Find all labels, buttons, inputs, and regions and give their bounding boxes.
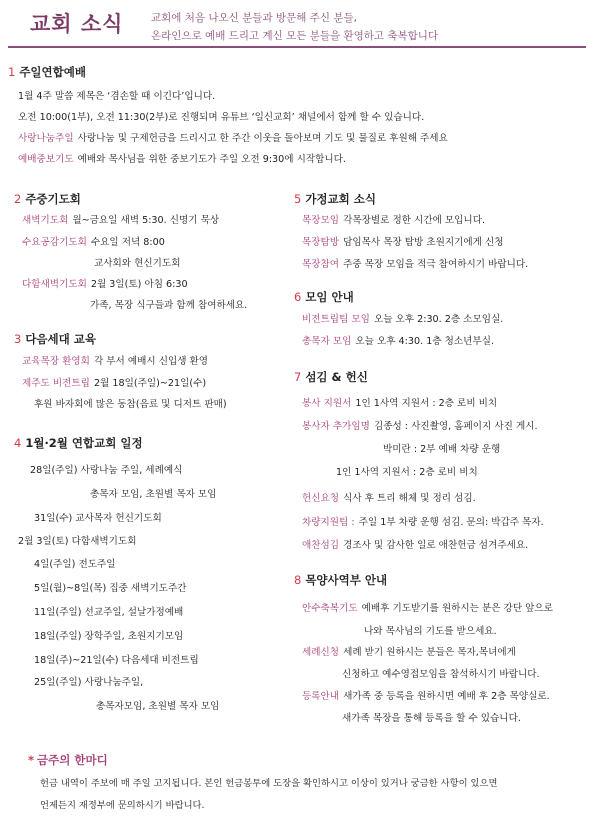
schedule-row: 4일(주일) 전도주일 xyxy=(34,559,116,570)
section-5-line-1 xyxy=(302,212,485,226)
item-text: 담임목사 목장 탐방 초원지기에게 신청 xyxy=(343,237,504,248)
footer-line-2: 언제든지 재정부에 문의하시기 바랍니다. xyxy=(40,800,205,811)
section-3-line-2 xyxy=(22,375,206,389)
header-divider xyxy=(8,46,586,48)
item-text: 1인 1사역 지원서 : 2층 로비 비치 xyxy=(355,398,498,409)
section-number: 3 xyxy=(14,332,22,346)
section-2-line-1 xyxy=(22,212,219,226)
section-3-heading xyxy=(14,331,96,347)
section-7-line-2 xyxy=(302,418,538,432)
item-label: 봉사자 추가임명 xyxy=(302,421,370,432)
section-7-line-5 xyxy=(302,490,476,504)
section-title: 1월·2월 연합교회 일정 xyxy=(25,436,143,450)
section-1-line-4 xyxy=(18,151,346,165)
item-text: 주중 목장 모임을 적극 참여하시기 바랍니다. xyxy=(343,259,529,270)
subtitle-line-1: 교회에 처음 나오신 분들과 방문해 주신 분들, xyxy=(151,12,357,24)
section-7-heading xyxy=(294,369,368,385)
item-text: 각목장별로 정한 시간에 모입니다. xyxy=(343,215,486,226)
section-number: 1 xyxy=(8,65,16,79)
section-7-line-3: 박미란 : 2부 예배 차량 운행 xyxy=(383,444,501,455)
item-label: 목장참여 xyxy=(302,259,340,270)
section-title: 주중기도회 xyxy=(25,192,81,206)
item-text: 사랑나눔 및 구제헌금을 드리시고 한 주간 이웃을 돌아보며 기도 및 물질로 후원해 주세요 xyxy=(77,133,448,144)
item-label: 비전트립팀 모임 xyxy=(302,314,370,325)
section-2-line-5: 가족, 목장 식구들과 함께 참여하세요. xyxy=(90,300,248,311)
item-label: 다함새벽기도회 xyxy=(22,279,87,290)
item-label: 안수축복기도 xyxy=(302,603,358,614)
item-text: 오늘 오후 4:30. 1층 청소년부실. xyxy=(355,336,495,347)
item-label: 봉사 지원서 xyxy=(302,398,352,409)
item-label: 사랑나눔주일 xyxy=(18,133,74,144)
schedule-row: 총목자모임, 초원별 목자 모임 xyxy=(96,701,220,712)
schedule-row: 2월 3일(토) 다함새벽기도회 xyxy=(18,536,137,547)
footer-title: 금주의 한마디 xyxy=(37,753,108,767)
section-1-line-3 xyxy=(18,130,448,144)
section-2-heading xyxy=(14,191,81,207)
section-5-heading xyxy=(294,191,376,207)
subtitle-line-2: 온라인으로 예배 드리고 계신 모든 분들을 환영하고 축복합니다 xyxy=(151,30,439,42)
section-8-line-3 xyxy=(302,644,516,658)
item-label: 등록안내 xyxy=(302,691,340,702)
item-label: 애찬섬김 xyxy=(302,540,340,551)
schedule-row: 31일(수) 교사목자 헌신기도회 xyxy=(34,513,162,524)
section-title: 다음세대 교육 xyxy=(25,332,96,346)
section-5-line-3 xyxy=(302,256,528,270)
section-1-line-1: 1월 4주 말씀 제목은 ‘겸손할 때 이긴다’입니다. xyxy=(18,91,216,102)
section-number: 2 xyxy=(14,192,22,206)
item-text: 새가족 중 등록을 원하시면 예배 후 2층 목양실로. xyxy=(343,691,550,702)
section-8-line-2: 나와 목사님의 기도를 받으세요. xyxy=(364,626,497,637)
section-number: 5 xyxy=(294,192,302,206)
item-text: 김종성 : 사진촬영, 홈페이지 사진 게시. xyxy=(373,421,538,432)
schedule-row: 28일(주일) 사랑나눔 주일, 세례예식 xyxy=(30,465,183,476)
section-2-line-3: 교사회와 현신기도회 xyxy=(94,258,181,269)
item-label: 새벽기도회 xyxy=(22,215,69,226)
item-label: 교육목장 환영회 xyxy=(22,356,90,367)
section-4-heading xyxy=(14,435,143,451)
schedule-row: 25일(주일) 사랑나눔주일, xyxy=(34,677,144,688)
item-text: 세례 받기 원하시는 분들은 목자,목녀에게 xyxy=(343,647,516,658)
item-label: 차량지원팀 : xyxy=(302,517,355,528)
item-text: 식사 후 트리 해체 및 정리 섬김. xyxy=(343,493,476,504)
footer-line-1: 헌금 내역이 주보에 매 주일 고지됩니다. 본인 헌금봉투에 도장을 확인하시고 이상이 있거나 궁금한 사항이 있으면 xyxy=(40,778,498,789)
section-3-line-3: 후원 바자회에 많은 동참(음료 및 디저트 판매) xyxy=(34,399,227,410)
item-text: 예배와 목사님을 위한 중보기도가 주일 오전 9:30에 시작합니다. xyxy=(77,154,346,165)
section-8-line-4: 신청하고 예수영접모임을 참석하시기 바랍니다. xyxy=(342,669,540,680)
item-text: 2월 3일(토) 아침 6:30 xyxy=(90,279,188,290)
section-1-heading xyxy=(8,64,86,80)
section-7-line-6 xyxy=(302,514,544,528)
item-text: 주일 1부 차량 운행 섬김. 문의: 박갑주 목자. xyxy=(358,517,544,528)
item-text: 경조사 및 감사한 일로 애찬헌금 섬겨주세요. xyxy=(343,540,529,551)
item-text: 오늘 오후 2:30. 2층 소모임실. xyxy=(373,314,504,325)
item-label: 목장모임 xyxy=(302,215,340,226)
section-6-heading xyxy=(294,289,354,305)
section-title: 섬김 & 헌신 xyxy=(305,370,368,384)
section-7-line-1 xyxy=(302,395,497,409)
item-text: 월~금요일 새벽 5:30. 신명기 묵상 xyxy=(72,215,220,226)
section-6-line-2 xyxy=(302,333,494,347)
section-7-line-7 xyxy=(302,537,528,551)
section-8-line-5 xyxy=(302,688,550,702)
schedule-row: 18일(주일) 장학주일, 초원지기모임 xyxy=(34,631,184,642)
section-number: 8 xyxy=(294,573,302,587)
section-8-line-6: 새가족 목장을 통해 등록을 할 수 있습니다. xyxy=(342,713,521,724)
item-text: 수요일 저녁 8:00 xyxy=(90,237,165,248)
item-label: 총목자 모임 xyxy=(302,336,352,347)
item-label: 제주도 비전트립 xyxy=(22,378,90,389)
section-title: 모임 안내 xyxy=(305,290,354,304)
section-number: 7 xyxy=(294,370,302,384)
item-text: 각 부서 예배시 신입생 환영 xyxy=(93,356,209,367)
schedule-row: 11일(주일) 선교주일, 설날가정예배 xyxy=(34,607,184,618)
section-number: 4 xyxy=(14,436,22,450)
section-7-line-4: 1인 1사역 지원서 : 2층 로비 비치 xyxy=(336,467,478,478)
item-label: 목장탐방 xyxy=(302,237,340,248)
section-8-heading xyxy=(294,572,387,588)
page-subtitle xyxy=(151,9,438,45)
section-1-line-2: 오전 10:00(1부), 오전 11:30(2부)로 진행되며 유튜브 ‘일신교회’ 채널에서 함께 할 수 있습니다. xyxy=(18,112,425,123)
section-6-line-1 xyxy=(302,311,503,325)
section-2-line-2 xyxy=(22,234,165,248)
section-number: 6 xyxy=(294,290,302,304)
footer-heading xyxy=(28,752,108,768)
item-label: 수요공감기도회 xyxy=(22,237,87,248)
page-header xyxy=(0,0,593,48)
section-3-line-1 xyxy=(22,353,208,367)
item-text: 예배후 기도받기를 원하시는 분은 강단 앞으로 xyxy=(361,603,553,614)
schedule-row: 5일(월)~8일(목) 집중 새벽기도주간 xyxy=(34,583,187,594)
schedule-row: 18일(주)~21일(수) 다음세대 비전트립 xyxy=(34,655,199,666)
item-label: 예배중보기도 xyxy=(18,154,74,165)
section-2-line-4 xyxy=(22,276,188,290)
section-title: 가정교회 소식 xyxy=(305,192,376,206)
item-label: 세례신청 xyxy=(302,647,340,658)
section-title: 목양사역부 안내 xyxy=(305,573,388,587)
section-title: 주일연합예배 xyxy=(19,65,86,79)
page-title: 교회 소식 xyxy=(30,12,124,36)
schedule-row: 총목자 모임, 초원별 목자 모임 xyxy=(90,489,217,500)
section-8-line-1 xyxy=(302,600,553,614)
asterisk-icon: * xyxy=(28,753,35,767)
item-text: 2월 18일(주일)~21일(수) xyxy=(93,378,207,389)
section-5-line-2 xyxy=(302,234,504,248)
item-label: 헌신요청 xyxy=(302,493,340,504)
